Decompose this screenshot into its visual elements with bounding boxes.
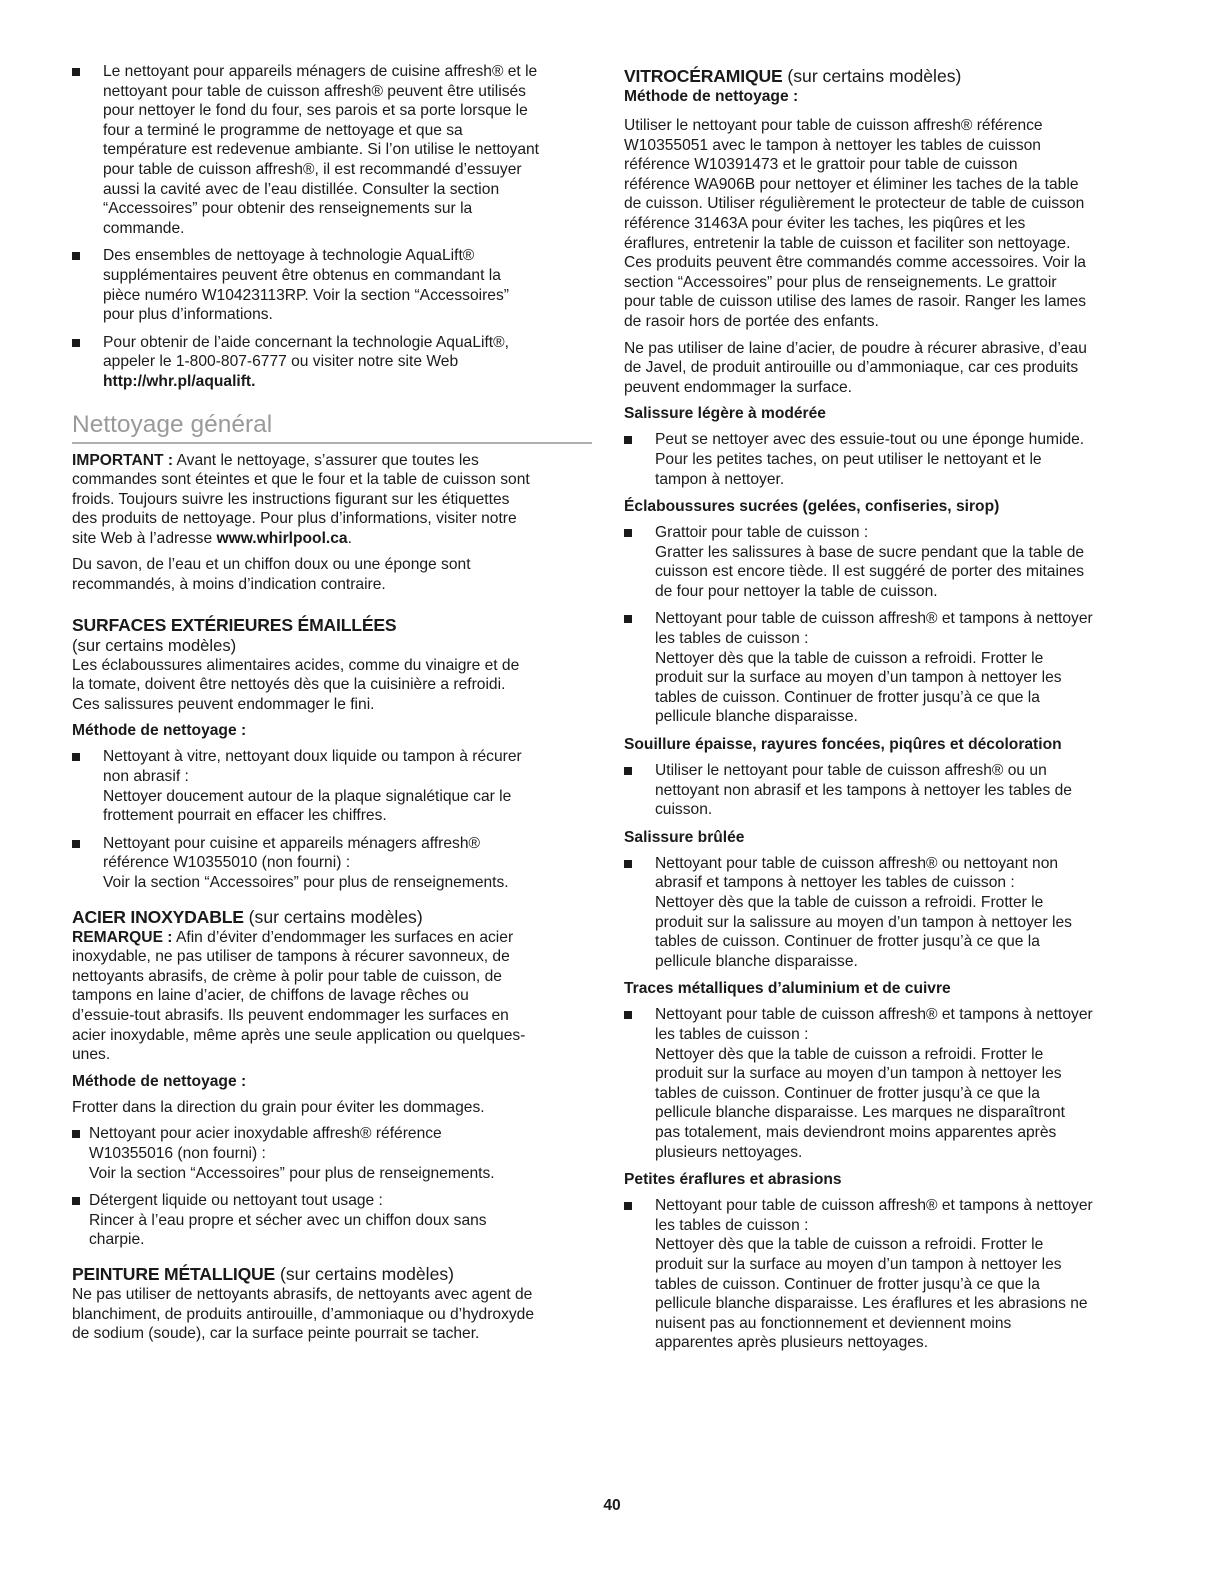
- text-line: d’essuie-tout abrasifs. Ils peuvent endommager les surfaces en: [72, 1006, 509, 1024]
- text-line: Gratter les salissures à base de sucre pendant que la table de: [655, 543, 1085, 561]
- ceramic-heading: [624, 66, 1144, 87]
- text-line: les tables de cuisson :: [655, 630, 809, 648]
- enamel-paragraph: [72, 656, 592, 715]
- subsection-bullets: [624, 761, 1144, 820]
- text-line: pellicule blanche disparaisse.: [655, 952, 858, 970]
- text-line: Nettoyant à vitre, nettoyant doux liquide ou tampon à récurer: [103, 748, 522, 766]
- text-line: section “Accessoires” pour plus de renseignements. Le grattoir: [624, 273, 1057, 291]
- text-line: Nettoyant pour table de cuisson affresh® et tampons à nettoyer: [655, 1197, 1093, 1215]
- text-line: Le nettoyant pour appareils ménagers de cuisine affresh® et le: [103, 63, 538, 80]
- text-line: Ne pas utiliser de laine d’acier, de poudre à récurer abrasive, d’eau: [624, 339, 1087, 357]
- bullet-square-icon: [624, 1011, 632, 1019]
- bullet-item: [72, 62, 592, 238]
- text-line: acier inoxydable, même après une seule application ou quelques-: [72, 1026, 526, 1044]
- text-line: abrasif et tampons à nettoyer les tables de cuisson :: [655, 874, 1015, 892]
- subsection-bullets: [624, 854, 1144, 972]
- enamel-subtitle: (sur certains modèles): [72, 635, 237, 655]
- intro-url-line: [103, 372, 592, 392]
- text-line: Voir la section “Accessoires” pour plus de renseignements.: [103, 874, 509, 891]
- subsection-title: Traces métalliques d’aluminium et de cuivre: [624, 980, 951, 998]
- subsection-bullets: [624, 430, 1144, 489]
- text-line: tables de cuisson. Continuer de frotter jusqu’à ce que la: [655, 1084, 1040, 1102]
- page-number: 40: [603, 1497, 621, 1514]
- left-column: [72, 62, 592, 1351]
- ceramic-sections: [624, 404, 1144, 1353]
- text-line: pas totalement, mais deviendront moins apparentes après: [655, 1123, 1057, 1141]
- text-line: four a terminé le programme de nettoyage et que sa: [103, 121, 463, 139]
- text-line: commandes sont éteintes et que le four et la table de cuisson sont: [72, 471, 530, 489]
- subsection-title: Souillure épaisse, rayures foncées, piqûres et décoloration: [624, 736, 1062, 754]
- paint-paragraph: [72, 1285, 592, 1344]
- bullet-item: [72, 333, 592, 372]
- bullet-item: [72, 834, 592, 893]
- text-line: Rincer à l’eau propre et sécher avec un chiffon doux sans: [89, 1211, 487, 1229]
- bullet-square-icon: [72, 1130, 80, 1138]
- text-line: nettoyant pour table de cuisson affresh® peuvent être utilisés: [103, 82, 526, 100]
- bullet-square-icon: [72, 339, 80, 347]
- soap-paragraph: [72, 555, 592, 594]
- text-line: produit sur la surface au moyen d’un tampon à nettoyer les: [655, 1065, 1062, 1083]
- text-line: pellicule blanche disparaisse. Les éraflures et les abrasions ne: [655, 1295, 1088, 1313]
- text-line: apparentes après plusieurs nettoyages.: [655, 1334, 929, 1352]
- text-line: produit sur la surface au moyen d’un tampon à nettoyer les: [655, 1255, 1062, 1273]
- steel-note-label: REMARQUE :: [72, 928, 173, 946]
- bullet-item: [624, 523, 1144, 601]
- ceramic-method-label: Méthode de nettoyage :: [624, 88, 799, 105]
- enamel-bullets: [72, 747, 592, 892]
- subsection-title: Salissure brûlée: [624, 828, 745, 846]
- ceramic-subtitle: (sur certains modèles): [782, 66, 962, 86]
- text-line: pellicule blanche disparaisse. Les marques ne disparaîtront: [655, 1104, 1066, 1122]
- text-line: blanchiment, de produits antirouille, d’ammoniaque ou d’hydroxyde: [72, 1305, 535, 1323]
- text-line: Détergent liquide ou nettoyant tout usage :: [89, 1192, 383, 1210]
- ceramic-title: VITROCÉRAMIQUE: [624, 66, 783, 86]
- text-line: référence W10391473 et le grattoir pour table de cuisson: [624, 156, 1018, 174]
- paint-heading: [72, 1264, 592, 1285]
- enamel-title: SURFACES EXTÉRIEURES ÉMAILLÉES: [72, 614, 397, 635]
- aqualift-url[interactable]: http://whr.pl/aqualift.: [103, 372, 256, 390]
- important-last-suffix: .: [347, 529, 352, 547]
- text-line: appeler le 1-800-807-6777 ou visiter notre site Web: [103, 353, 459, 371]
- text-line: tables de cuisson. Continuer de frotter jusqu’à ce que la: [655, 1275, 1040, 1293]
- text-line: Utiliser le nettoyant pour table de cuisson affresh® ou un: [655, 762, 1047, 780]
- text-line: des produits de nettoyage. Pour plus d’informations, visiter notre: [72, 510, 517, 528]
- text-line: Grattoir pour table de cuisson :: [655, 524, 869, 542]
- text-line: pellicule blanche disparaisse.: [655, 708, 858, 726]
- subsection-title: Petites éraflures et abrasions: [624, 1171, 842, 1189]
- text-line: nettoyant non abrasif et les tampons à nettoyer les tables de: [655, 781, 1072, 799]
- subsection-bullets: [624, 1196, 1144, 1353]
- steel-note: [72, 928, 592, 1065]
- steel-note-lines: [72, 929, 592, 1065]
- text-line: Nettoyant pour table de cuisson affresh® et tampons à nettoyer: [655, 610, 1093, 628]
- bullet-square-icon: [624, 767, 632, 775]
- bullet-square-icon: [624, 860, 632, 868]
- text-line: W10355051 avec le tampon à nettoyer les tables de cuisson: [624, 136, 1041, 154]
- text-line: de rasoir hors de portée des enfants.: [624, 312, 879, 330]
- text-line: de four pour nettoyer la table de cuisson.: [655, 582, 938, 600]
- text-line: plusieurs nettoyages.: [655, 1143, 803, 1161]
- text-line: pour table de cuisson affresh®, il est recommandé d’essuyer: [103, 160, 522, 178]
- subsection-title: Salissure légère à modérée: [624, 405, 826, 423]
- text-line: les tables de cuisson :: [655, 1025, 809, 1043]
- text-line: Nettoyant pour acier inoxydable affresh® référence: [89, 1125, 442, 1143]
- text-line: Nettoyant pour table de cuisson affresh® ou nettoyant non: [655, 854, 1059, 872]
- text-line: Ne pas utiliser de nettoyants abrasifs, de nettoyants avec agent de: [72, 1285, 533, 1303]
- text-line: Des ensembles de nettoyage à technologie AquaLift®: [103, 247, 475, 265]
- text-line: peuvent endommager la surface.: [624, 378, 852, 396]
- text-line: la tomate, doivent être nettoyés dès que la cuisinière a refroidi.: [72, 676, 506, 694]
- bullet-item: [624, 1005, 1144, 1162]
- text-line: inoxydable, ne pas utiliser de tampons à récurer savonneux, de: [72, 948, 510, 966]
- text-line: non abrasif :: [103, 768, 189, 786]
- text-line: tables de cuisson. Continuer de frotter jusqu’à ce que la: [655, 688, 1040, 706]
- text-line: Utiliser le nettoyant pour table de cuisson affresh® référence: [624, 117, 1043, 134]
- text-line: “Accessoires” pour obtenir des renseignements sur la: [103, 200, 473, 218]
- important-last-line: [72, 529, 592, 549]
- bullet-square-icon: [624, 529, 632, 537]
- text-line: pour table de cuisson utilise des lames de rasoir. Ranger les lames: [624, 293, 1086, 311]
- text-line: produit sur la salissure au moyen d’un tampon à nettoyer les: [655, 913, 1072, 931]
- bullet-item: [624, 430, 1144, 489]
- bullet-item: [72, 246, 592, 324]
- whirlpool-url[interactable]: www.whirlpool.ca: [216, 529, 348, 547]
- text-line: de sodium (soude), car la surface peinte pourrait se tacher.: [72, 1325, 480, 1343]
- text-line: Nettoyant pour cuisine et appareils ménagers affresh®: [103, 834, 480, 852]
- text-line: référence 31463A pour éviter les taches, les piqûres et les: [624, 214, 1026, 232]
- text-line: tampons en laine d’acier, de chiffons de lavage rêches ou: [72, 987, 469, 1005]
- steel-bullets: [72, 1124, 592, 1250]
- text-line: commande.: [103, 219, 185, 237]
- text-line: référence WA906B pour nettoyer et éliminer les taches de la table: [624, 175, 1079, 193]
- bullet-item: [72, 747, 592, 825]
- text-line: Peut se nettoyer avec des essuie-tout ou une éponge humide.: [655, 431, 1085, 449]
- text-line: charpie.: [89, 1231, 145, 1249]
- steel-subtitle: (sur certains modèles): [243, 906, 423, 927]
- bullet-square-icon: [72, 68, 80, 76]
- intro-bullets: [72, 62, 592, 372]
- text-line: produit sur la surface au moyen d’un tampon à nettoyer les: [655, 669, 1062, 687]
- steel-title: ACIER INOXYDABLE: [72, 906, 244, 927]
- text-line: nettoyants abrasifs, de crème à polir pour table de cuisson, de: [72, 967, 502, 985]
- text-line: Pour obtenir de l’aide concernant la technologie AquaLift®,: [103, 333, 509, 351]
- text-line: référence W10355010 (non fourni) :: [103, 854, 351, 872]
- text-line: supplémentaires peuvent être obtenus en commandant la: [103, 266, 501, 284]
- subsection-bullets: [624, 523, 1144, 727]
- text-line: froids. Toujours suivre les instructions figurant sur les étiquettes: [72, 490, 510, 508]
- text-line: Nettoyer dès que la table de cuisson a refroidi. Frotter le: [655, 1236, 1044, 1254]
- text-line: Afin d’éviter d’endommager les surfaces en acier: [172, 928, 514, 946]
- text-line: pour nettoyer le fond du four, ses parois et sa porte lorsque le: [103, 102, 528, 120]
- text-line: de cuisson. Utiliser régulièrement le protecteur de table de cuisson: [624, 195, 1085, 213]
- section-title-general: Nettoyage général: [72, 410, 592, 444]
- text-line: nuisent pas au fonctionnement et deviennent moins: [655, 1314, 1012, 1332]
- text-line: tampon à nettoyer.: [655, 470, 785, 488]
- text-line: frottement pourrait en effacer les chiffres.: [103, 807, 387, 825]
- text-line: de Javel, de produit antirouille ou d’ammoniaque, car ces produits: [624, 359, 1079, 377]
- bullet-item: [624, 1196, 1144, 1353]
- ceramic-warning: [624, 339, 1144, 398]
- ceramic-paragraph: [624, 116, 1144, 332]
- bullet-square-icon: [624, 615, 632, 623]
- important-paragraph: [72, 451, 592, 549]
- paint-title: PEINTURE MÉTALLIQUE: [72, 1263, 276, 1284]
- bullet-item: [72, 1124, 592, 1183]
- subsection-bullets: [624, 1005, 1144, 1162]
- text-line: les tables de cuisson :: [655, 1216, 809, 1234]
- bullet-square-icon: [624, 436, 632, 444]
- text-line: recommandés, à moins d’indication contraire.: [72, 576, 386, 594]
- steel-heading: [72, 907, 592, 928]
- bullet-item: [624, 609, 1144, 727]
- steel-method-label: Méthode de nettoyage :: [72, 1072, 247, 1090]
- important-last-prefix: site Web à l’adresse: [72, 529, 217, 547]
- bullet-item: [72, 1191, 592, 1250]
- bullet-square-icon: [72, 840, 80, 848]
- paint-subtitle: (sur certains modèles): [275, 1263, 455, 1284]
- steel-grain: Frotter dans la direction du grain pour éviter les dommages.: [72, 1098, 485, 1116]
- bullet-square-icon: [72, 1197, 80, 1205]
- text-line: Avant le nettoyage, s’assurer que toutes les: [173, 451, 479, 469]
- text-line: pour plus d’informations.: [103, 306, 273, 324]
- bullet-item: [624, 854, 1144, 972]
- bullet-square-icon: [624, 1202, 632, 1210]
- text-line: pièce numéro W10423113RP. Voir la section “Accessoires”: [103, 286, 509, 304]
- text-line: Nettoyer dès que la table de cuisson a refroidi. Frotter le: [655, 894, 1044, 911]
- right-column: [624, 62, 1144, 1361]
- text-line: Ces produits peuvent être commandés comme accessoires. Voir la: [624, 254, 1086, 272]
- enamel-method-label: Méthode de nettoyage :: [72, 722, 247, 740]
- text-line: température est redevenue ambiante. Si l’on utilise le nettoyant: [103, 141, 540, 159]
- bullet-item: [624, 761, 1144, 820]
- text-line: Les éclaboussures alimentaires acides, comme du vinaigre et de: [72, 656, 520, 674]
- text-line: Nettoyant pour table de cuisson affresh® et tampons à nettoyer: [655, 1006, 1093, 1024]
- text-line: Nettoyer dès que la table de cuisson a refroidi. Frotter le: [655, 649, 1044, 667]
- text-line: tables de cuisson. Continuer de frotter jusqu’à ce que la: [655, 933, 1040, 951]
- bullet-square-icon: [72, 252, 80, 260]
- text-line: Pour les petites taches, on peut utiliser le nettoyant et le: [655, 450, 1042, 468]
- text-line: W10355016 (non fourni) :: [89, 1144, 266, 1162]
- enamel-heading: [72, 615, 592, 636]
- important-label: IMPORTANT :: [72, 451, 174, 469]
- subsection-title: Éclaboussures sucrées (gelées, confiseries, sirop): [624, 498, 1000, 516]
- text-line: Du savon, de l’eau et un chiffon doux ou une éponge sont: [72, 556, 471, 574]
- text-line: cuisson est encore tiède. Il est suggéré de porter des mitaines: [655, 563, 1085, 581]
- text-line: Voir la section “Accessoires” pour plus de renseignements.: [89, 1164, 495, 1182]
- bullet-square-icon: [72, 753, 80, 761]
- text-line: Nettoyer doucement autour de la plaque signalétique car le: [103, 787, 512, 805]
- text-line: éraflures, entretenir la table de cuisson et faciliter son nettoyage.: [624, 234, 1071, 252]
- text-line: cuisson.: [655, 801, 713, 819]
- text-line: unes.: [72, 1046, 111, 1064]
- text-line: Ces salissures peuvent endommager le fini.: [72, 695, 375, 713]
- text-line: Nettoyer dès que la table de cuisson a refroidi. Frotter le: [655, 1045, 1044, 1063]
- text-line: aussi la cavité avec de l’eau distillée. Consulter la section: [103, 180, 500, 198]
